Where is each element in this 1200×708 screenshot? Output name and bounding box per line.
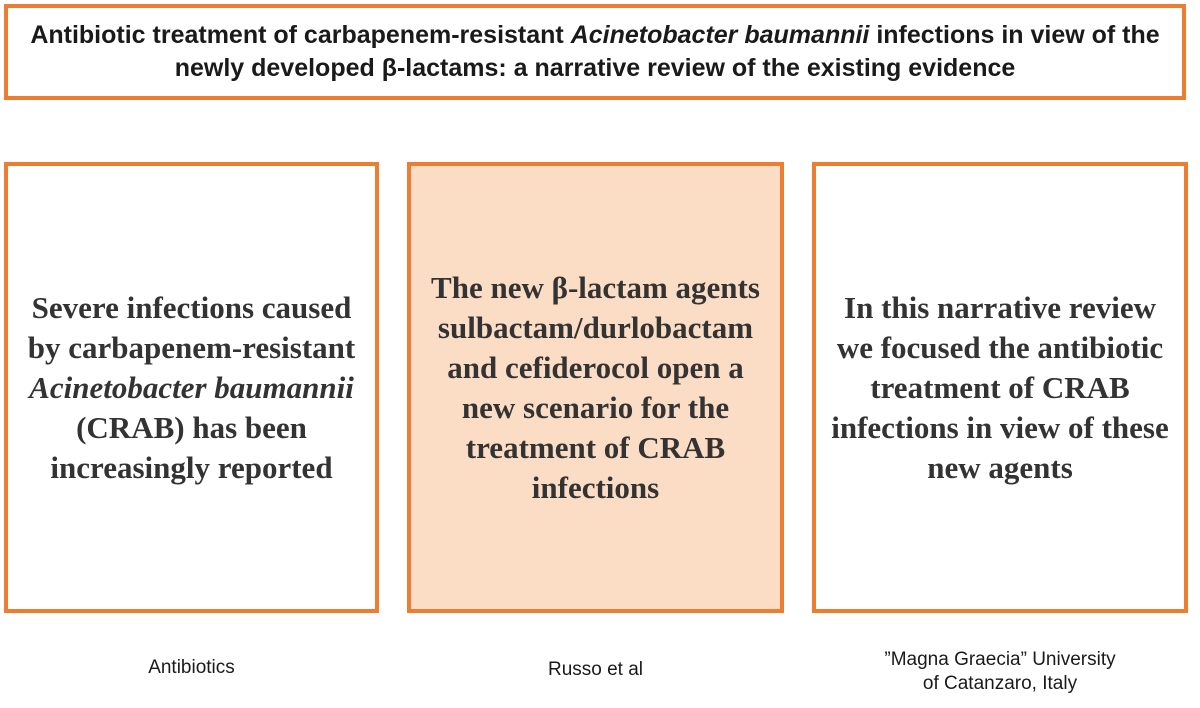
panel-new-agents bbox=[407, 162, 784, 613]
journal-name: Antibiotics bbox=[148, 657, 235, 678]
panel-background-text-end: (CRAB) has been increasingly reported bbox=[50, 409, 333, 485]
title-box bbox=[4, 4, 1186, 100]
panel-new-agents-text: The new β-lactam agents sulbactam/durlobactam and cefiderocol open a new scenario for the treatment of CRAB infections bbox=[431, 269, 760, 505]
author-names: Russo et al bbox=[547, 659, 644, 680]
panel-background-organism-name: Acinetobacter baumannii bbox=[29, 369, 354, 405]
affiliation-line-1: ”Magna Graecia” University bbox=[884, 649, 1116, 670]
title-text-start: Antibiotic treatment of carbapenem-resistant bbox=[30, 21, 571, 49]
panel-background-text bbox=[22, 288, 361, 488]
panel-review-focus-text: In this narrative review we focused the antibiotic treatment of CRAB infections in view of these new agents bbox=[831, 289, 1169, 485]
footer-affiliation bbox=[812, 647, 1188, 697]
affiliation bbox=[884, 648, 1115, 696]
title-text-end: infections in view of the newly developed β-lactams: a narrative review of the existing evidence bbox=[174, 21, 1160, 82]
panel-review-focus bbox=[812, 162, 1188, 613]
footer-journal bbox=[4, 643, 379, 693]
panel-background bbox=[4, 162, 379, 613]
affiliation-line-2: of Catanzaro, Italy bbox=[922, 673, 1078, 694]
footer-authors bbox=[407, 645, 784, 695]
article-title bbox=[28, 19, 1162, 85]
title-organism-name: Acinetobacter baumannii bbox=[570, 21, 870, 49]
panel-background-text-start: Severe infections caused by carbapenem-resistant bbox=[27, 289, 356, 365]
